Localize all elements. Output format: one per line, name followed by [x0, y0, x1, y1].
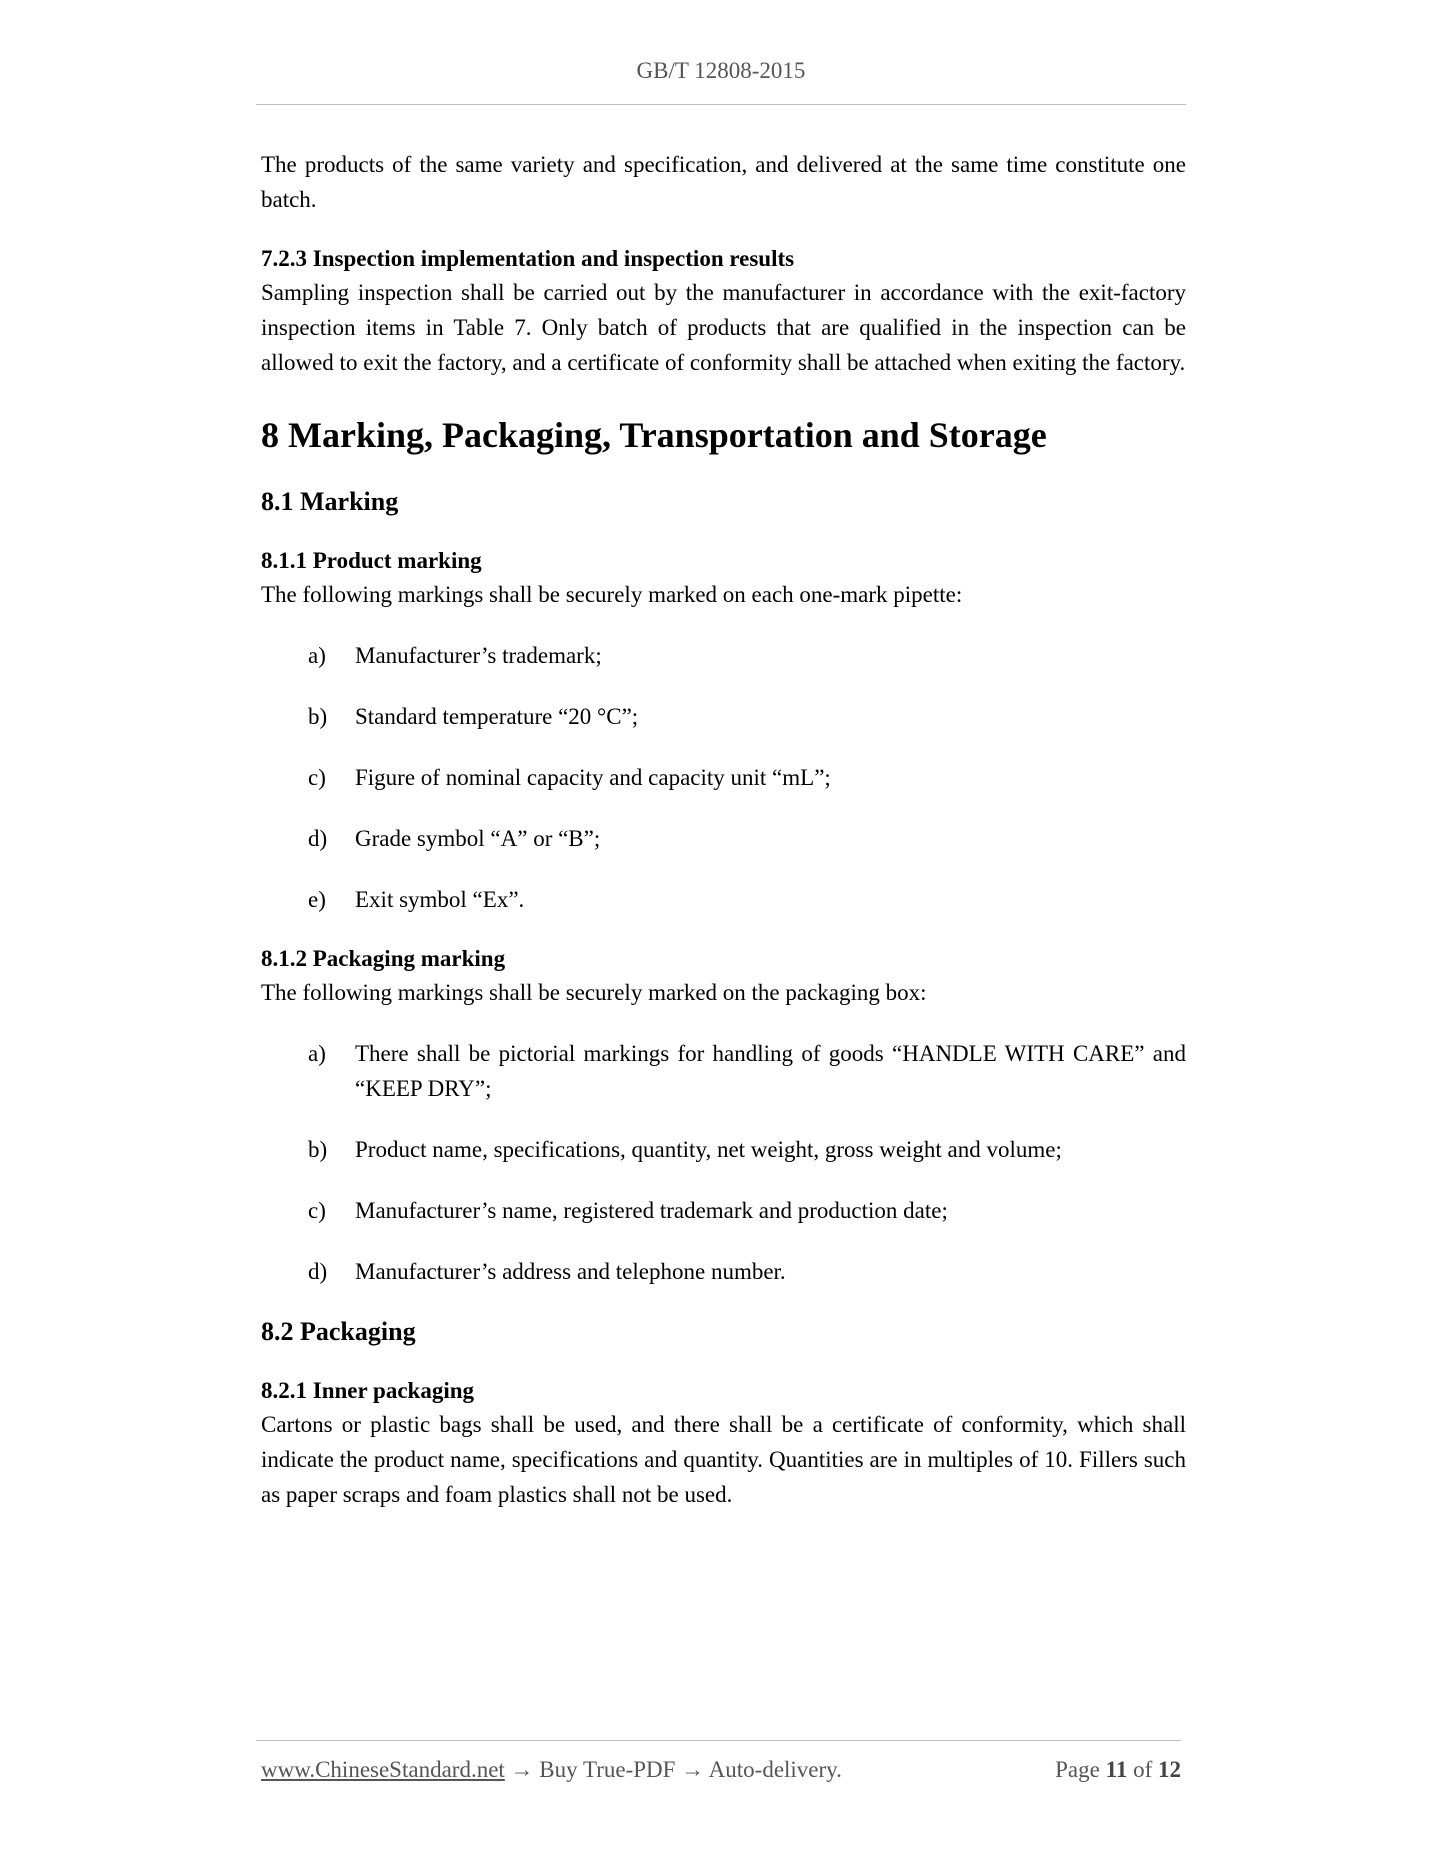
list-item	[261, 760, 1186, 795]
list-item-text: Product name, specifications, quantity, net weight, gross weight and volume;	[355, 1137, 1062, 1162]
heading-8-2: 8.2 Packaging	[261, 1317, 416, 1346]
list-item	[261, 1193, 1186, 1228]
page-number	[1055, 1757, 1181, 1783]
list-item-text: Standard temperature “20 °C”;	[355, 704, 639, 729]
list-item	[261, 1036, 1186, 1106]
list-item-text: Manufacturer’s trademark;	[355, 643, 602, 668]
heading-8-1-2: 8.1.2 Packaging marking	[261, 946, 506, 971]
paragraph-product-marking-intro: The following markings shall be securely marked on each one-mark pipette:	[261, 582, 963, 607]
list-item	[261, 1132, 1186, 1167]
list-item-text: There shall be pictorial markings for handling of goods “HANDLE WITH CARE” and “KEEP DRY”;	[355, 1041, 1186, 1101]
list-item-text: Grade symbol “A” or “B”;	[355, 826, 601, 851]
list-item	[261, 821, 1186, 856]
paragraph-sampling-inspection: Sampling inspection shall be carried out by the manufacturer in accordance with the exit-factory inspection items in Table 7. Only batch of products that are qualified in the inspection can be allowed to exit the factory, and a certificate of conformity shall be attached when exiting the factory.	[261, 280, 1186, 375]
heading-8-1-1: 8.1.1 Product marking	[261, 548, 482, 573]
list-marker: d)	[308, 1259, 328, 1284]
list-item	[261, 1254, 1186, 1289]
list-item	[261, 882, 1186, 917]
site-link[interactable]: www.ChineseStandard.net	[261, 1757, 505, 1782]
list-marker: c)	[308, 1198, 326, 1223]
page-label: Page	[1055, 1757, 1100, 1782]
header-divider	[256, 104, 1186, 105]
list-marker: e)	[308, 887, 326, 912]
page-current: 11	[1105, 1757, 1128, 1782]
paragraph-batch: The products of the same variety and specification, and delivered at the same time constitute one batch.	[261, 152, 1186, 212]
heading-section-8: 8 Marking, Packaging, Transportation and Storage	[261, 415, 1047, 455]
footer-divider	[256, 1740, 1181, 1741]
document-header-id: GB/T 12808-2015	[636, 58, 806, 83]
list-marker: b)	[308, 1137, 328, 1162]
list-item-text: Manufacturer’s address and telephone number.	[355, 1259, 786, 1284]
list-marker: a)	[308, 1041, 326, 1066]
paragraph-packaging-marking-intro: The following markings shall be securely marked on the packaging box:	[261, 980, 927, 1005]
footer-promo-text: → Buy True-PDF → Auto-delivery.	[504, 1757, 842, 1782]
paragraph-inner-packaging: Cartons or plastic bags shall be used, and there shall be a certificate of conformity, which shall indicate the product name, specifications and quantity. Quantities are in multiples of 10. Fillers such as paper scraps and foam plastics shall not be used.	[261, 1412, 1186, 1507]
list-item-text: Figure of nominal capacity and capacity unit “mL”;	[355, 765, 831, 790]
footer-promo	[261, 1757, 842, 1783]
list-item-text: Exit symbol “Ex”.	[355, 887, 525, 912]
list-item	[261, 699, 1186, 734]
list-item-text: Manufacturer’s name, registered trademark and production date;	[355, 1198, 948, 1223]
list-item	[261, 638, 1186, 673]
page-content	[261, 147, 1186, 1512]
list-marker: b)	[308, 704, 328, 729]
list-marker: c)	[308, 765, 326, 790]
heading-7-2-3: 7.2.3 Inspection implementation and inspection results	[261, 246, 795, 271]
page-total: 12	[1158, 1757, 1181, 1782]
heading-8-2-1: 8.2.1 Inner packaging	[261, 1378, 475, 1403]
page-of-label: of	[1133, 1757, 1153, 1782]
list-marker: a)	[308, 643, 326, 668]
list-marker: d)	[308, 826, 328, 851]
page-footer	[261, 1757, 1181, 1783]
heading-8-1: 8.1 Marking	[261, 487, 399, 516]
